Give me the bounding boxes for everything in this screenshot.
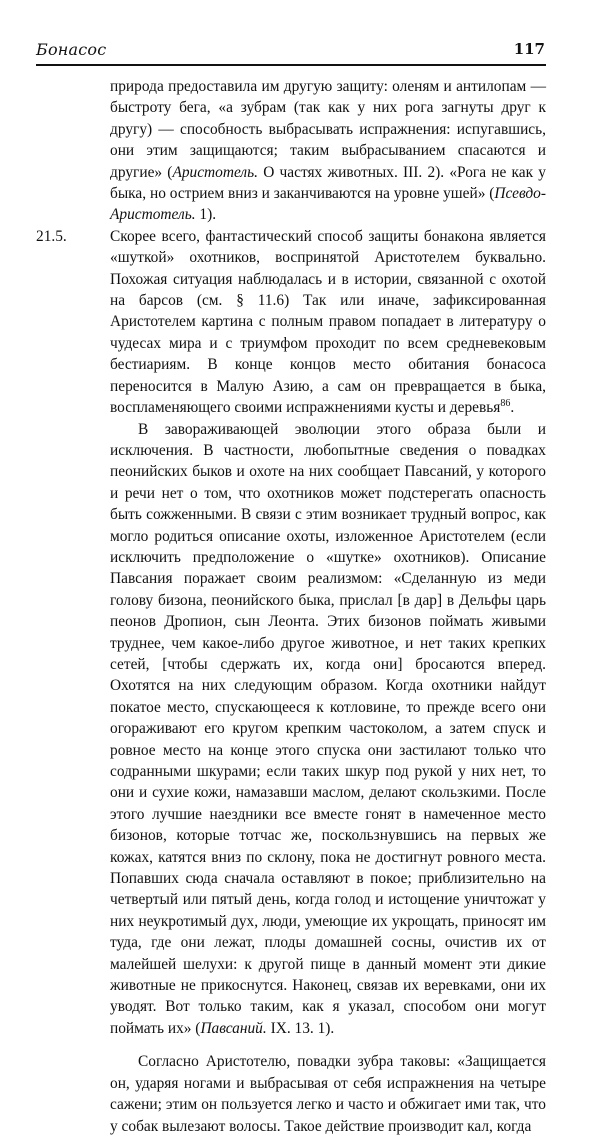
paragraph-aristotle (110, 1051, 546, 1137)
text-run: Согласно Аристотелю, повадки зубра таковы: «Защищается он, ударяя ногами и выбрасывая от себя испражнения на четыре сажени; этим он пользуется легко и часто и обжигает ими так, что у собак вылезают волосы. Такое действие производит кал, когда (110, 1053, 546, 1135)
text-run: Скорее всего, фантастический способ защиты бонакона является «шуткой» охотников, воспринятой Аристотелем буквально. Похожая ситуация наблюдалась и в истории, связанной с охотой на барсов (см. § 11.6) Так или иначе, зафиксированная Аристотелем картина с полным правом попадает в литературу о чудесах мира и с триумфом проходит по всем средневековым бестиариям. В конце концов место обитания бонасоса переносится в Малую Азию, а сам он превращается в быка, воспламеняющего своими испражнениями кусты и деревья (110, 227, 546, 417)
text-run: В завораживающей эволюции этого образа были и исключения. В частности, любопытные сведения о повадках пеонийских быков и охоте на них сообщает Павсаний, у которого и речи нет о том, что охотников может подстерегать опасность быть сожженными. В связи с этим возникает трудный вопрос, как могло родиться описание охоты, изложенное Аристотелем (если исключить предположение о «шутке» охотников). Описание Павсания поражает своим реализмом: «Сделанную из меди голову бизона, пеонийского быка, прислал [в дар] в Дельфы царь пеонов Дропион, сын Леонта. Этих бизонов поймать живыми труднее, чем какое-либо другое животное, и нет таких крепких сетей, [чтобы сдержать их, когда они] бросаются вперед. Охотятся на них следующим образом. Когда охотники найдут покатое место, спускающееся к котловине, то прежде всего они огораживают его кругом крепким частоколом, а затем спуск и ровное место на конце этого спуска они застилают только что содранными шкурами; если таких шкур под рукой у них нет, то они и сухие кожи, намазавши маслом, делают скользкими. После этого лучшие наездники все вместе гонят в намеченное место бизонов, которые тотчас же, поскользнувшись на первых же кожах, катятся вниз по склону, пока не достигнут ровного места. Попавших сюда сначала оставляют в покое; приблизительно на четвертый или пятый день, когда голод и истощение уничтожат у них неукротимый дух, люди, умеющие их укрощать, приносят им туда, где они лежат, плоды домашней сосны, очистив их от малейшей шелухи: к другой пище в данный момент эти дикие животные не прикоснутся. Наконец, связав их веревками, они их уводят. Вот только таким, как я указал, способом они могут поймать их» ( (110, 420, 546, 1037)
section-21-5 (36, 226, 546, 419)
section-paragraph (110, 226, 546, 419)
section-number: 21.5. (36, 227, 67, 245)
paragraph-continuation (110, 76, 546, 226)
text-run: природа предоставила им другую защиту: оленям и антилопам — быстроту бега, «а зубрам (так как у них рога загнуты друг к другу) — способность выбрасывать испражнения: испугавшись, они этим защищаются; таким выбрасыванием спасаются и другие» ( (110, 78, 546, 181)
text-run: О частях животных. III. 2). «Рога не как у быка, но острием вниз и заканчиваются на уровне ушей» ( (110, 163, 546, 203)
header-rule (36, 64, 546, 66)
running-title: Бонасос (36, 40, 107, 59)
text-run: IX. 13. 1). (266, 1019, 335, 1037)
text-run: . (510, 399, 515, 417)
paragraph-pausanias (110, 419, 546, 1040)
citation-author: Аристотель. (172, 163, 258, 181)
page-number: 117 (513, 40, 545, 58)
page-body (36, 76, 546, 1137)
page-header (36, 40, 545, 66)
citation-author: Павсаний. (200, 1019, 267, 1037)
text-run: 1). (195, 206, 217, 224)
footnote-marker[interactable]: 86 (500, 397, 511, 409)
paragraph-gap (36, 1039, 546, 1051)
citation-author: Псевдо-Аристотель. (110, 185, 546, 224)
